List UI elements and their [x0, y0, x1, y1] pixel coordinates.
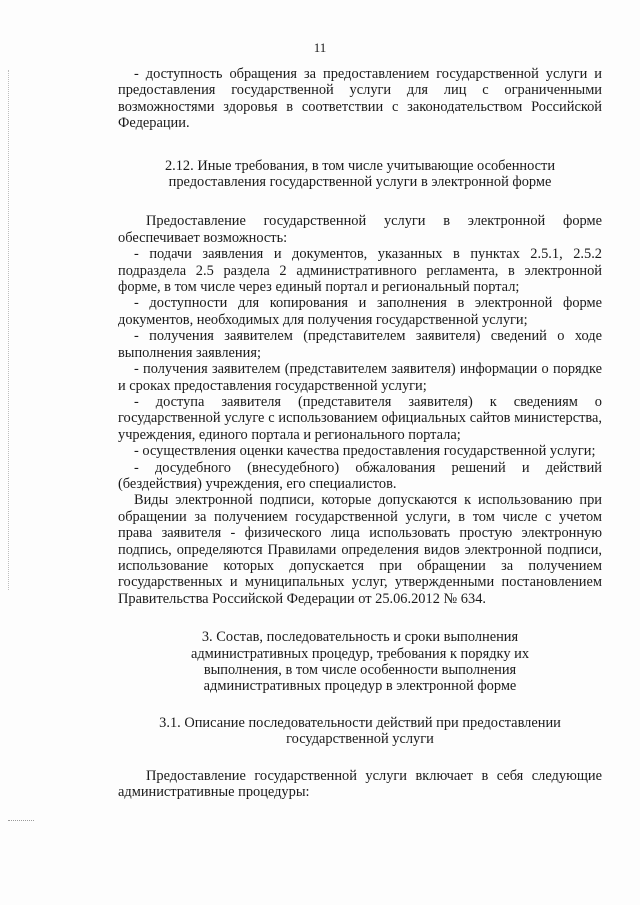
heading-section-3-line-1: 3. Состав, последовательность и сроки выполнения: [201, 629, 519, 646]
list-item-submit-application: - подачи заявления и документов, указанных в пунктах 2.5.1, 2.5.2 подраздела 2.5 раздела 2 административного регламента, в электронной форме, в том числе через единый портал и региональный портал;: [118, 246, 602, 296]
heading-section-3-line-4: административных процедур в электронной форме: [203, 678, 517, 695]
paragraph-electronic-signature: Виды электронной подписи, которые допускаются к использованию при обращении за получением государственной услуги, в том числе с учетом права заявителя - физического лица использовать простую электронную подпись, определяются Правилами определения видов электронной подписи, использование которых допускается при обращении за получением государственных и муниципальных услуг, утвержденными постановлением Правительства Российской Федерации от 25.06.2012 № 634.: [118, 492, 602, 607]
paragraph-accessibility: - доступность обращения за предоставлением государственной услуги и предоставления государственной услуги для лиц с ограниченными возможностями здоровья в соответствии с законодательством Российской Федерации.: [118, 66, 602, 132]
paragraph-electronic-form-intro: Предоставление государственной услуги в электронной форме обеспечивает возможность:: [118, 213, 602, 246]
heading-3-1-line-1: 3.1. Описание последовательности действий при предоставлении: [159, 714, 561, 731]
list-item-procedure-info: - получения заявителем (представителем заявителя) информации о порядке и сроках предоставления государственной услуги;: [118, 361, 602, 394]
heading-2-12: [118, 158, 602, 191]
list-item-appeal: - досудебного (внесудебного) обжалования решений и действий (бездействия) учреждения, его специалистов.: [118, 459, 602, 492]
heading-section-3-line-3: выполнения, в том числе особенности выполнения: [203, 662, 517, 678]
page-number: 11: [313, 40, 327, 55]
scan-edge-mark: [8, 70, 10, 590]
heading-section-3: [118, 629, 602, 695]
list-item-quality-assessment: - осуществления оценки качества предоставления государственной услуги;: [134, 443, 596, 460]
list-item-access-sites: - доступа заявителя (представителя заявителя) к сведениям о государственной услуге с использованием официальных сайтов министерства, учреждения, единого портала и регионального портала;: [118, 393, 602, 443]
heading-3-1: [118, 715, 602, 748]
heading-2-12-line-1: 2.12. Иные требования, в том числе учитывающие особенности: [164, 157, 556, 174]
heading-section-3-line-2: административных процедур, требования к порядку их: [190, 645, 530, 662]
scan-margin-mark: [8, 820, 34, 822]
heading-3-1-line-2: государственной услуги: [286, 731, 434, 748]
list-item-progress-info: - получения заявителем (представителем заявителя) сведений о ходе выполнения заявления;: [118, 328, 602, 361]
document-body: [118, 66, 602, 800]
paragraph-procedures-intro: Предоставление государственной услуги включает в себя следующие административные процедуры:: [118, 767, 602, 801]
list-item-copy-documents: - доступности для копирования и заполнения в электронной форме документов, необходимых для получения государственной услуги;: [118, 295, 602, 328]
heading-2-12-line-2: предоставления государственной услуги в электронной форме: [168, 174, 552, 191]
